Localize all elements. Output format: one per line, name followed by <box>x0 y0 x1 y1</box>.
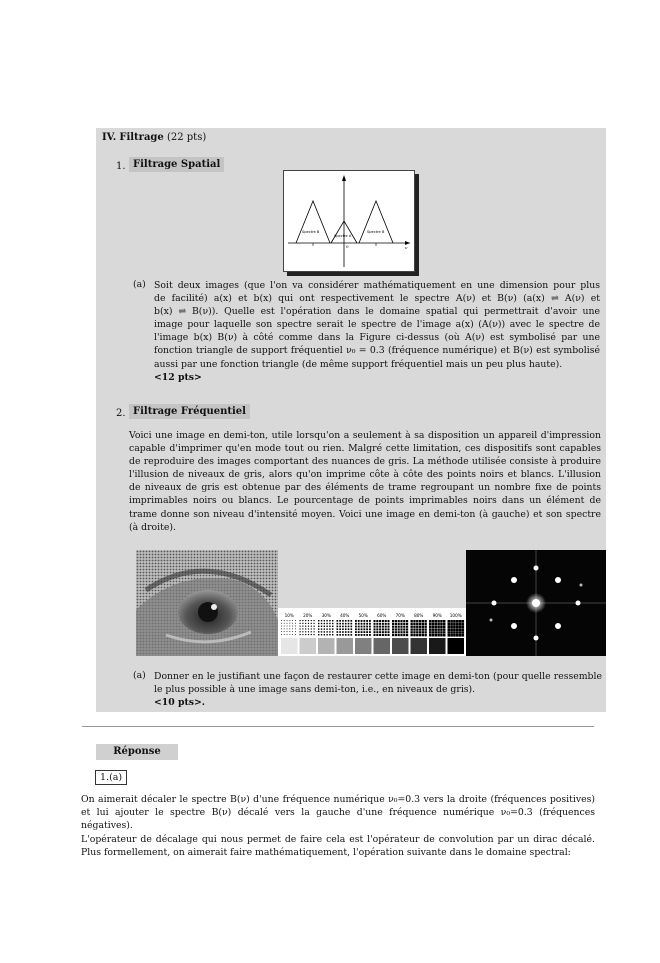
section-heading <box>102 132 206 143</box>
halftone-image-row <box>136 550 606 656</box>
text-line: l'image b(x) B(ν) à côté comme dans la Figure ci-dessus (où A(ν) est symbolisé par une <box>154 332 600 344</box>
text-line: Plus formellement, on aimerait faire mathématiquement, l'opération suivante dans le domaine spectral: <box>81 846 571 858</box>
gray-swatch <box>318 638 335 654</box>
triangle-right-b <box>359 201 393 243</box>
text-line: capable d'imprimer qu'en mode tout ou rien. Malgré cette limitation, ces dispositifs sont capables <box>129 443 601 455</box>
gray-swatch <box>300 638 317 654</box>
text-line: imprimables noirs ou blancs. Le pourcentage de points imprimables noirs dans un élément de <box>129 495 601 507</box>
gray-swatch <box>411 638 428 654</box>
percent-label: 30% <box>321 613 331 618</box>
label-origin: 0 <box>346 244 349 249</box>
part2-number: 2. <box>116 408 126 419</box>
text-line: le plus possible à une image sans demi-ton, i.e., en niveaux de gris). <box>154 684 476 696</box>
percent-label: 100% <box>449 613 462 618</box>
text-line: de reproduire des images comportant des nuances de gris. La méthode utilisée consiste à produire <box>129 456 601 468</box>
percent-label: 70% <box>395 613 405 618</box>
percent-label: 90% <box>432 613 442 618</box>
triangle-left-b <box>296 201 330 243</box>
gray-swatch <box>374 638 391 654</box>
gray-swatch <box>281 638 298 654</box>
section-points: (22 pts) <box>166 132 207 143</box>
text-line: de facilité) a(x) et b(x) qui ont respectivement le spectre A(ν) et B(ν) (a(x) ⇌ A(ν) et <box>154 293 600 305</box>
part1-item-a-text <box>154 279 600 384</box>
section-title: Filtrage <box>119 132 164 143</box>
label-nu: ν <box>405 245 408 250</box>
text-line: Voici une image en demi-ton, utile lorsqu'on a seulement à sa disposition un appareil d'impression <box>129 430 601 441</box>
gray-swatch <box>337 638 354 654</box>
percent-label: 40% <box>340 613 350 618</box>
halftone-images <box>136 550 606 656</box>
text-line: aussi par une fonction triangle (de même support fréquentiel mais un peu plus haute). <box>154 358 563 370</box>
part2-title: Filtrage Fréquentiel <box>129 404 250 419</box>
gray-swatch <box>392 638 409 654</box>
halftone-eye-image <box>136 550 278 656</box>
part2-points: <10 pts>. <box>154 697 206 709</box>
part1-points: <12 pts> <box>154 371 202 383</box>
percent-label: 80% <box>414 613 424 618</box>
answer-text <box>81 793 595 859</box>
y-axis-arrow <box>342 175 346 181</box>
text-line: l'illusion de niveaux de gris, alors qu'on imprime côte à côte des points noirs et blancs. L'illusion <box>129 469 601 481</box>
part2-item-a-marker: (a) <box>133 670 146 681</box>
text-line: trame donne son niveau d'intensité moyen. Voici une image en demi-ton (à gauche) et son spectre <box>129 508 601 520</box>
percent-label: 50% <box>358 613 368 618</box>
answer-heading: Réponse <box>96 744 178 760</box>
gray-level-scale <box>278 608 466 656</box>
gray-swatch <box>355 638 372 654</box>
text-line: Donner en le justifiant une façon de restaurer cette image en demi-ton (pour quelle ressemble <box>154 671 602 682</box>
spectrum-figure <box>283 170 415 272</box>
spectrum-diagram <box>284 171 414 271</box>
part1-number: 1. <box>116 161 126 172</box>
part1-title: Filtrage Spatial <box>129 157 224 172</box>
text-line: On aimerait décaler le spectre B(ν) d'une fréquence numérique ν₀=0.3 vers la droite (fréquences positives) <box>81 794 595 805</box>
text-line: b(x) ⇌ B(ν)). Quelle est l'opération dans le domaine spatial qui permettrait d'avoir une <box>154 306 600 318</box>
part2-item-a-text <box>154 670 602 709</box>
gray-swatch <box>429 638 446 654</box>
text-line: et lui ajouter le spectre B(ν) décalé vers la gauche d'une fréquence numérique ν₀=0.3 (fréquences négatives). <box>81 807 595 832</box>
gray-swatch <box>448 638 465 654</box>
section-number: IV. <box>102 132 117 143</box>
percent-label: 20% <box>303 613 313 618</box>
text-line: (à droite). <box>129 521 176 533</box>
divider <box>82 726 594 727</box>
text-line: de niveaux de gris est obtenue par des éléments de trame regroupant un nombre fixe de points <box>129 482 601 494</box>
percent-label: 60% <box>377 613 387 618</box>
part2-text <box>129 429 601 534</box>
text-line: image pour laquelle son spectre serait le spectre de l'image a(x) (A(ν)) avec le spectre de <box>154 319 600 331</box>
text-line: Soit deux images (que l'on va considérer mathématiquement en une dimension pour plus <box>154 280 600 291</box>
text-line: L'opérateur de décalage qui nous permet de faire cela est l'opérateur de convolution par un dirac décalé. <box>81 833 595 845</box>
text-line: fonction triangle de support fréquentiel ν₀ = 0.3 (fréquence numérique) et B(ν) est symbolisé <box>154 345 600 357</box>
percent-label: 10% <box>284 613 294 618</box>
answer-tag: 1.(a) <box>95 770 127 785</box>
label-spectre-b-right: Spectre B <box>367 230 385 234</box>
part1-item-a-marker: (a) <box>133 279 146 290</box>
label-spectre-a: Spectre A <box>334 234 352 238</box>
label-spectre-b-left: Spectre B <box>302 230 320 234</box>
spectrum-image <box>466 550 606 656</box>
